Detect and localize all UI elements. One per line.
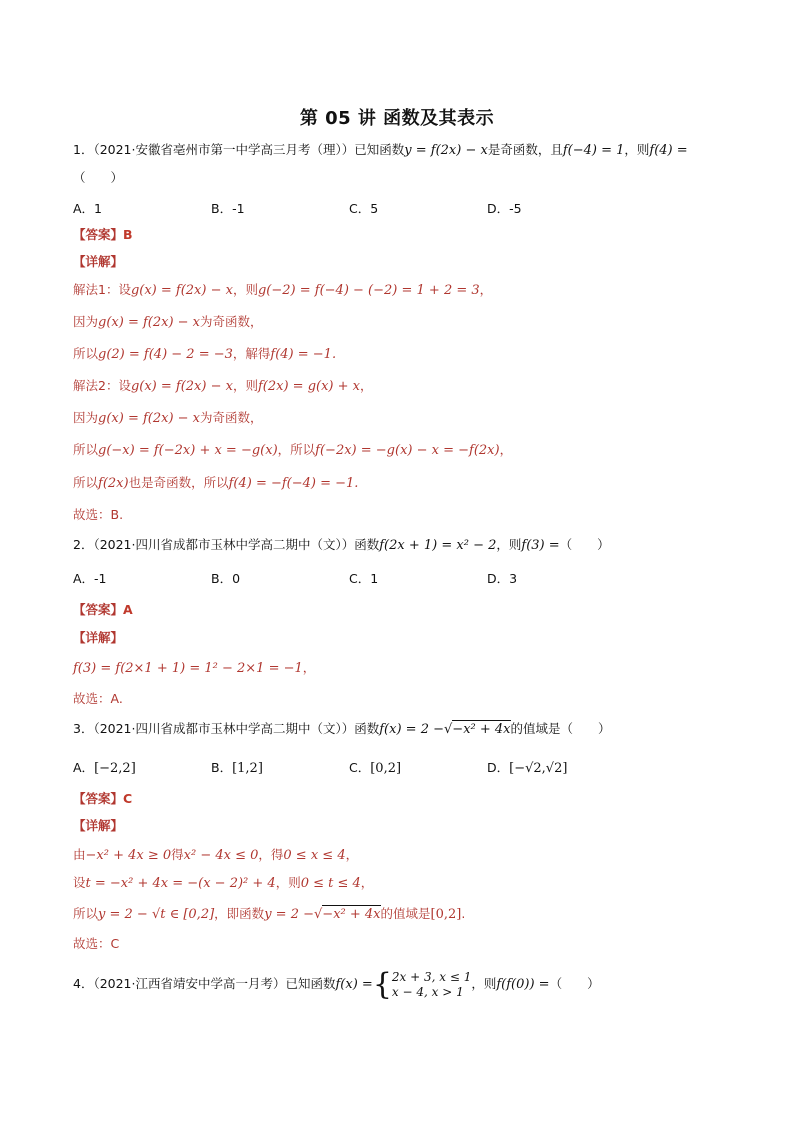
q1-stem-mid: 是奇函数，且 (487, 142, 563, 157)
q3-s2c: ，则 (275, 875, 301, 890)
q1-option-b: B．-1 (211, 201, 245, 216)
q4-piecewise (392, 970, 471, 1000)
q3-answer-value: C (123, 791, 133, 806)
q1-answer-tag: 【答案】 (73, 227, 124, 242)
q3-math-1: f(x) = 2 − (379, 722, 444, 737)
q1-option-a: A．1 (73, 201, 103, 216)
q3-s1f: 0 ≤ x ≤ 4 (283, 848, 346, 863)
q3-s1d: x² − 4x ≤ 0 (183, 848, 259, 863)
q1-s3c: ，解得 (232, 346, 271, 361)
q1-answer (73, 226, 133, 244)
q1-s5a: 因为 (73, 410, 99, 425)
q2-math-1: f(2x + 1) = x² − 2 (379, 538, 497, 553)
q2-option-d: D．3 (487, 571, 518, 586)
q3-s3a: 所以 (73, 906, 99, 921)
q4-piece-2: x − 4, x > 1 (391, 984, 464, 999)
page-title: 第 05 讲 函数及其表示 (299, 108, 495, 129)
q1-stem (73, 141, 688, 160)
q3-solution-line-2 (73, 874, 373, 893)
q3-option-d (487, 758, 567, 776)
q2-solution-line-1 (73, 659, 315, 678)
q1-s6c: ，所以 (277, 442, 316, 457)
q3-s3f: [0,2] (430, 907, 462, 922)
q1-s4c: ，则 (232, 378, 258, 393)
q3-opt-b-value: [1,2] (232, 761, 263, 776)
q3-option-b (211, 758, 263, 776)
q1-s1b: g(x) = f(2x) − x (130, 283, 233, 298)
q3-opt-b-label: B． (211, 760, 233, 775)
q1-s3b: g(2) = f(4) − 2 = −3 (98, 347, 233, 362)
q3-opt-c-label: C． (349, 760, 371, 775)
q1-solution-line-1 (73, 281, 492, 300)
q1-math-2: f(−4) = 1 (562, 143, 625, 158)
q1-solution-line-7 (73, 474, 358, 493)
q3-s3c: ，即函数 (214, 906, 265, 921)
q4-stem (73, 967, 600, 1002)
q2-s1b: ， (302, 660, 316, 675)
q2-stem (73, 536, 610, 555)
q3-s1e: ，得 (258, 847, 284, 862)
q1-s2b: g(x) = f(2x) − x (98, 315, 201, 330)
q1-s6a: 所以 (73, 442, 99, 457)
q3-s2e: ， (360, 875, 374, 890)
q1-s5b: g(x) = f(2x) − x (98, 411, 201, 426)
q1-answer-value: B (123, 227, 133, 242)
q1-solution-line-2 (73, 313, 263, 332)
q1-blank: （ ） (73, 170, 124, 185)
q3-s3e: 的值域是 (380, 906, 431, 921)
q1-s6e: ， (499, 442, 513, 457)
q1-s4e: ， (360, 378, 373, 393)
q1-s7b: f(2x) (98, 476, 129, 491)
q3-s1c: 得 (171, 847, 184, 862)
q1-s4b: g(x) = f(2x) − x (130, 379, 233, 394)
q3-stem-prefix: 3．（2021·四川省成都市玉林中学高二期中（文））函数 (73, 721, 380, 736)
q3-s3d: y = 2 − (264, 907, 314, 922)
q3-conclusion: 故选：C (73, 936, 120, 951)
q2-detail-tag: 【详解】 (73, 630, 124, 645)
q1-solution-line-3 (73, 345, 336, 364)
q1-s6d: f(−2x) = −g(x) − x = −f(2x) (315, 443, 500, 458)
q2-option-c: C．1 (349, 571, 379, 586)
q1-solution-line-6 (73, 441, 512, 460)
q1-s1e: ， (479, 282, 493, 297)
q1-option-c: C．5 (349, 201, 379, 216)
q3-s3g: . (461, 906, 466, 921)
q1-s1a: 解法1：设 (73, 282, 131, 297)
q1-s4a: 解法2：设 (73, 378, 131, 393)
q2-answer (73, 601, 133, 619)
q1-s6b: g(−x) = f(−2x) + x = −g(x) (98, 443, 278, 458)
q3-s1b: −x² + 4x ≥ 0 (85, 848, 172, 863)
q1-s7a: 所以 (73, 475, 99, 490)
q1-s2a: 因为 (73, 314, 99, 329)
q4-stem-prefix: 4．（2021·江西省靖安中学高一月考）已知函数 (73, 976, 336, 991)
q3-detail-tag: 【详解】 (73, 818, 124, 833)
q3-s2b: t = −x² + 4x = −(x − 2)² + 4 (85, 876, 276, 891)
q3-s3b: y = 2 − √t ∈ [0,2] (98, 907, 215, 922)
q2-answer-value: A (123, 602, 133, 617)
q2-option-b: B．0 (211, 571, 241, 586)
q3-opt-a-value: [−2,2] (94, 761, 136, 776)
q2-conclusion: 故选：A. (73, 691, 123, 706)
q1-detail-tag: 【详解】 (73, 254, 124, 269)
q3-opt-d-label: D． (487, 760, 510, 775)
q1-s7d: f(4) = −f(−4) = −1. (228, 476, 359, 491)
q3-s3-sqrt: −x² + 4x (322, 907, 381, 922)
q1-s3d: f(4) = −1. (270, 347, 337, 362)
q3-opt-a-label: A． (73, 760, 95, 775)
q2-s1a: f(3) = f(2×1 + 1) = 1² − 2×1 = −1 (73, 661, 303, 676)
q3-s2d: 0 ≤ t ≤ 4 (300, 876, 361, 891)
q1-s7c: 也是奇函数，所以 (128, 475, 229, 490)
q2-stem-mid: ，则 (496, 537, 522, 552)
q1-stem-prefix: 1．（2021·安徽省亳州市第一中学高三月考（理））已知函数 (73, 142, 405, 157)
q3-s1g: ， (345, 847, 359, 862)
q3-math-sqrt: −x² + 4x (452, 722, 511, 737)
q3-stem: 3．（2021·四川省成都市玉林中学高二期中（文））函数f(x) = 2 −√−x² + 4x的值域是（ ） (73, 721, 611, 737)
q4-math-2: f(f(0)) = (496, 977, 550, 992)
q3-answer (73, 790, 132, 808)
q3-option-a (73, 758, 136, 776)
q4-piece-1: 2x + 3, x ≤ 1 (391, 969, 472, 984)
q3-solution-line-1 (73, 846, 358, 865)
q3-stem-mid: 的值域是（ ） (510, 721, 611, 736)
q1-s3a: 所以 (73, 346, 99, 361)
q1-solution-line-4 (73, 377, 373, 396)
q4-brace: { (372, 966, 392, 1002)
q1-math-1: y = f(2x) − x (404, 143, 488, 158)
q1-stem-mid2: ，则 (624, 142, 650, 157)
q3-s2a: 设 (73, 875, 86, 890)
q1-option-d: D．-5 (487, 201, 522, 216)
q4-stem-mid: ，则 (471, 976, 497, 991)
q4-blank: （ ） (549, 976, 600, 991)
q2-answer-tag: 【答案】 (73, 602, 124, 617)
q1-s1d: g(−2) = f(−4) − (−2) = 1 + 2 = 3 (257, 283, 480, 298)
q1-s4d: f(2x) = g(x) + x (257, 379, 360, 394)
q1-solution-line-5 (73, 409, 263, 428)
q3-opt-c-value: [0,2] (370, 761, 402, 776)
q2-stem-prefix: 2．（2021·四川省成都市玉林中学高二期中（文））函数 (73, 537, 380, 552)
q1-conclusion: 故选：B. (73, 507, 124, 522)
q3-solution-line-3: 所以y = 2 − √t ∈ [0,2]，即函数y = 2 −√−x² + 4x的值域是[0,2]. (73, 906, 466, 922)
q2-blank: （ ） (559, 537, 610, 552)
q1-s2c: 为奇函数， (200, 314, 263, 329)
q3-option-c (349, 758, 401, 776)
q1-s1c: ，则 (232, 282, 258, 297)
q2-math-2: f(3) = (521, 538, 560, 553)
q1-s5c: 为奇函数， (200, 410, 263, 425)
q3-answer-tag: 【答案】 (73, 791, 124, 806)
q2-option-a: A．-1 (73, 571, 107, 586)
q3-s1a: 由 (73, 847, 86, 862)
q3-opt-d-value: [−√2,√2] (509, 761, 568, 776)
q1-math-3: f(4) = (649, 143, 688, 158)
q4-math-1: f(x) = (335, 977, 373, 992)
